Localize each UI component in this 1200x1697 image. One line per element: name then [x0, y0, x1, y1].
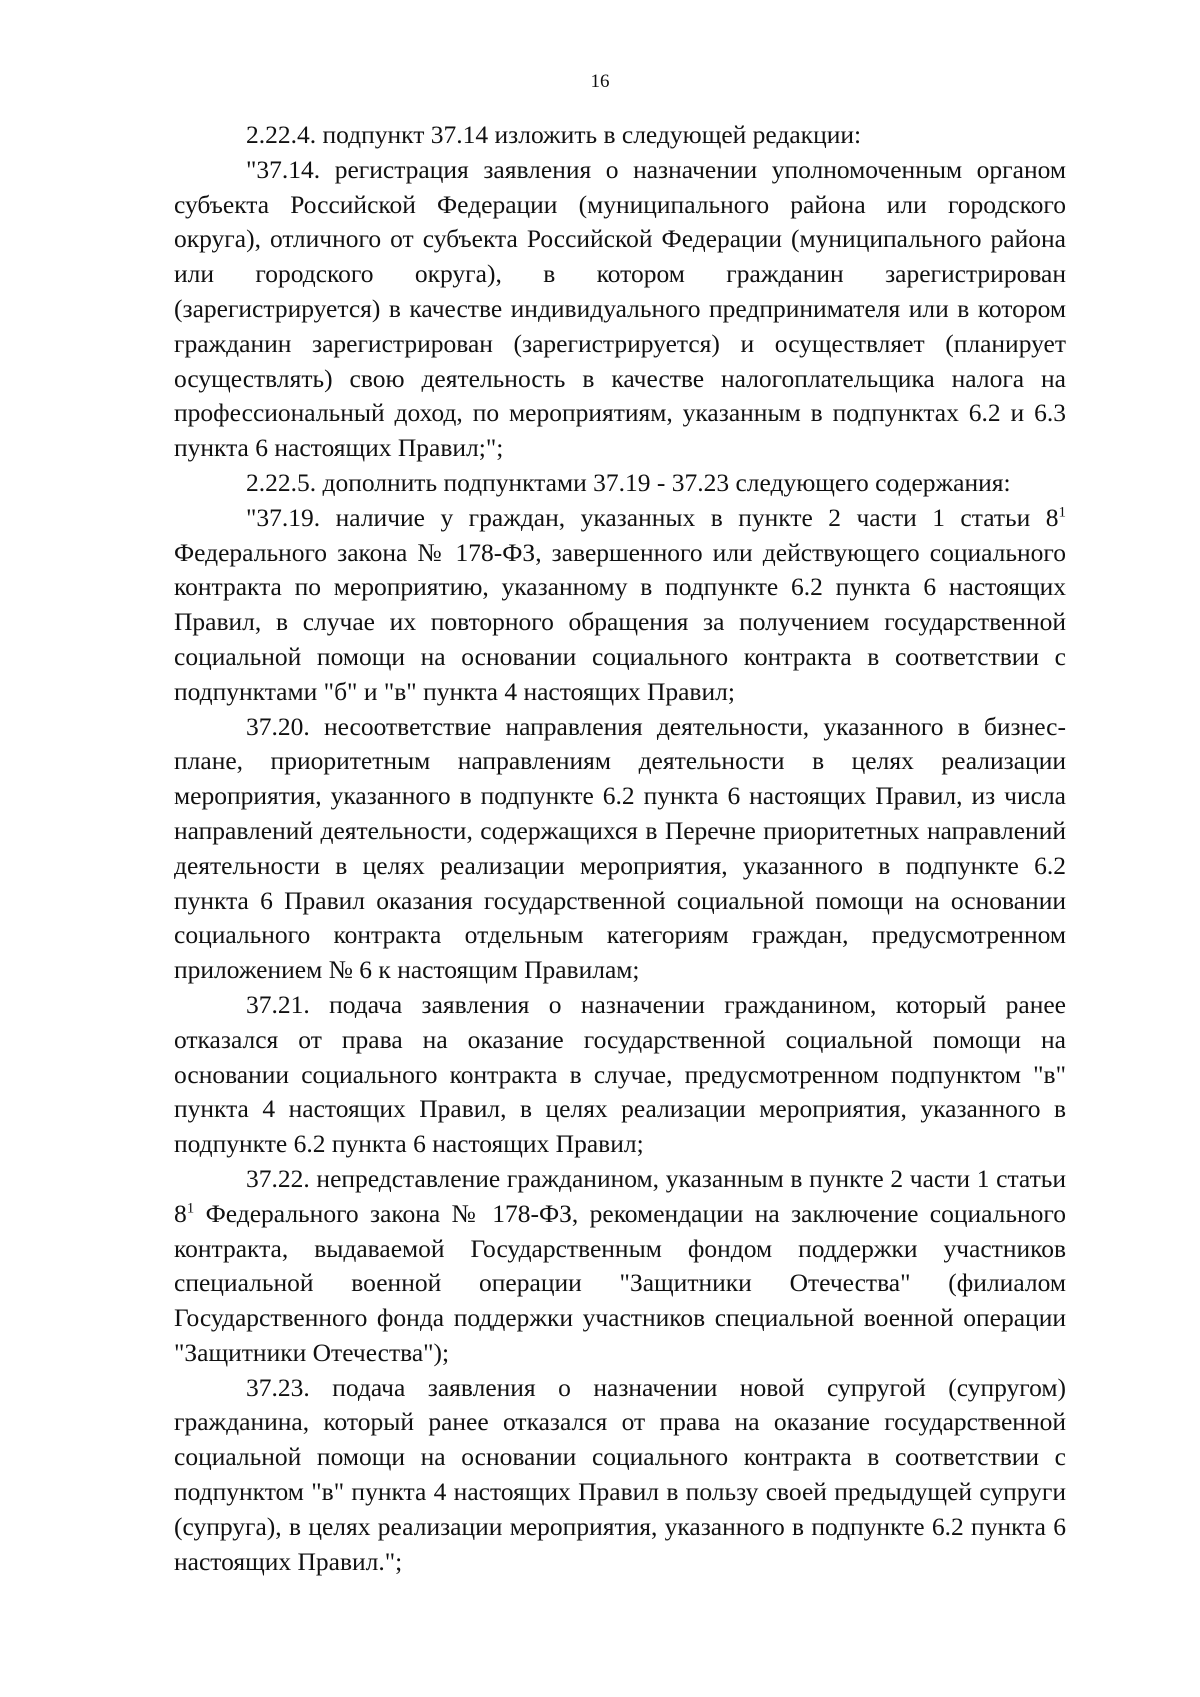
paragraph-37-19-text-start: "37.19. наличие у граждан, указанных в пункте 2 части 1 статьи 8 — [246, 502, 1059, 532]
paragraph-37-20: 37.20. несоответствие направления деятельности, указанного в бизнес-плане, приоритетным направлениям деятельности в целях реализации мероприятия, указанного в подпункте 6.2 пункта 6 настоящих Правил, из числа направлений деятельности, содержащихся в Перечне приоритетных направлений деятельности в целях реализации мероприятия, указанного в подпункте 6.2 пункта 6 Правил оказания государственной социальной помощи на основании социального контракта отдельным категориям граждан, предусмотренном приложением № 6 к настоящим Правилам; — [174, 711, 1066, 985]
document-body — [174, 118, 1066, 1579]
paragraph-37-23: 37.23. подача заявления о назначении новой супругой (супругом) гражданина, который ранее отказался от права на оказание государственной социальной помощи на основании социального контракта в соответствии с подпунктом "в" пункта 4 настоящих Правил в пользу своей предыдущей супруги (супруга), в целях реализации мероприятия, указанного в подпункте 6.2 пункта 6 настоящих Правил."; — [174, 1372, 1066, 1576]
paragraph-2-22-5: 2.22.5. дополнить подпунктами 37.19 - 37.23 следующего содержания: — [246, 467, 1011, 497]
paragraph-37-19-text-end: Федерального закона № 178-ФЗ, завершенного или действующего социального контракта по мероприятию, указанному в подпункте 6.2 пункта 6 настоящих Правил, в случае их повторного обращения за получением государственной социальной помощи на основании социального контракта в соответствии с подпунктами "б" и "в" пункта 4 настоящих Правил; — [174, 537, 1066, 706]
paragraph-37-19 — [174, 501, 1066, 710]
superscript-article-number: 1 — [186, 1200, 195, 1217]
paragraph-37-21: 37.21. подача заявления о назначении гражданином, который ранее отказался от права на оказание государственной социальной помощи на основании социального контракта в случае, предусмотренном подпунктом "в" пункта 4 настоящих Правил, в целях реализации мероприятия, указанного в подпункте 6.2 пункта 6 настоящих Правил; — [174, 989, 1066, 1159]
paragraph-37-22-text-start: 37.22. непредставление гражданином, указанным в пункте 2 части 1 статьи 8 — [174, 1163, 1066, 1228]
paragraph-37-14: "37.14. регистрация заявления о назначении уполномоченным органом субъекта Российской Федерации (муниципального района или городского округа), отличного от субъекта Российской Федерации (муниципального района или городского округа), в котором гражданин зарегистрирован (зарегистрируется) в качестве индивидуального предпринимателя или в котором гражданин зарегистрирован (зарегистрируется) и осуществляет (планирует осуществлять) свою деятельность в качестве налогоплательщика налога на профессиональный доход, по мероприятиям, указанным в подпунктах 6.2 и 6.3 пункта 6 настоящих Правил;"; — [174, 154, 1066, 463]
page-number: 16 — [590, 71, 610, 92]
paragraph-2-22-4: 2.22.4. подпункт 37.14 изложить в следующей редакции: — [246, 120, 862, 149]
superscript-article-number: 1 — [1058, 504, 1066, 521]
paragraph-37-22-text-end: Федерального закона № 178-ФЗ, рекомендации на заключение социального контракта, выдаваемой Государственным фондом поддержки участников специальной военной операции "Защитники Отечества" (филиалом Государственного фонда поддержки участников специальной военной операции "Защитники Отечества"); — [174, 1198, 1066, 1367]
paragraph-37-22 — [174, 1162, 1066, 1371]
